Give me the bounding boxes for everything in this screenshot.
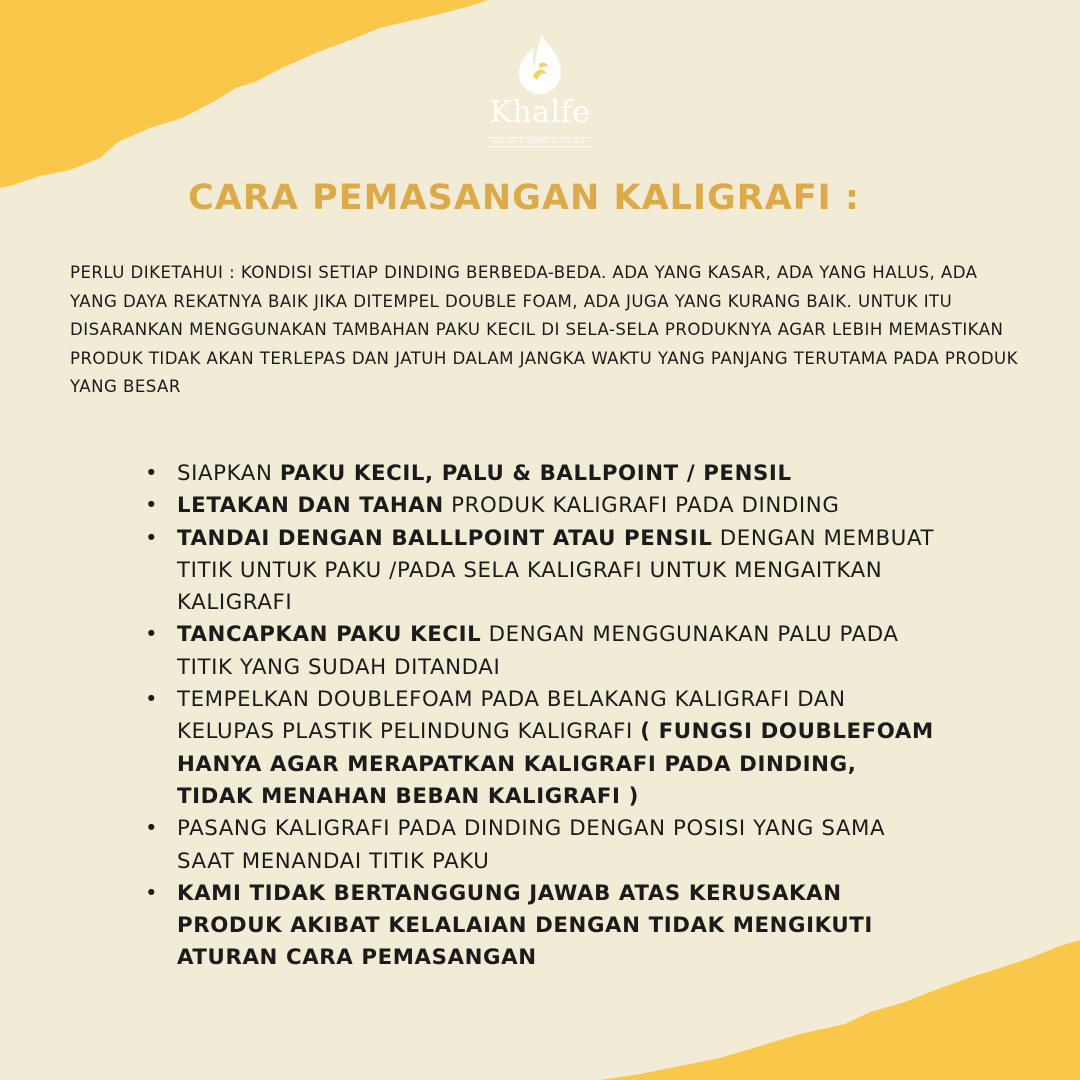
step-text: DENGAN MENGGUNAKAN PALU PADA TITIK YANG SUDAH DITANDAI xyxy=(177,622,899,680)
step-bold-text: TANDAI DENGAN BALLLPOINT ATAU PENSIL xyxy=(177,525,713,551)
step-item xyxy=(140,813,940,878)
bullet-icon: • xyxy=(145,525,159,551)
bullet-icon: • xyxy=(145,622,159,648)
step-bold-text: KAMI TIDAK BERTANGGUNG JAWAB ATAS KERUSAKAN PRODUK AKIBAT KELALAIAN DENGAN TIDAK MENGIKUTI ATURAN CARA PEMASANGAN xyxy=(177,880,873,971)
step-item xyxy=(140,490,940,522)
bullet-icon: • xyxy=(145,880,159,906)
step-item xyxy=(140,523,940,620)
step-item xyxy=(140,619,940,684)
step-bold-text: TANCAPKAN PAKU KECIL xyxy=(177,622,482,648)
notice-paragraph: PERLU DIKETAHUI : KONDISI SETIAP DINDING BERBEDA-BEDA. ADA YANG KASAR, ADA YANG HALUS, ADA YANG DAYA REKATNYA BAIK JIKA DITEMPEL DOUBLE FOAM, ADA JUGA YANG KURANG BAIK. UNTUK ITU DISARANKAN MENGGUNAKAN TAMBAHAN PAKU KECIL DI SELA-SELA PRODUKNYA AGAR LEBIH MEMASTIKAN PRODUK TIDAK AKAN TERLEPAS DAN JATUH DALAM JANGKA WAKTU YANG PANJANG TERUTAMA PADA PRODUK YANG BESAR xyxy=(70,263,1018,396)
page-title: CARA PEMASANGAN KALIGRAFI : xyxy=(188,178,860,218)
step-text: DENGAN MEMBUAT TITIK UNTUK PAKU /PADA SELA KALIGRAFI UNTUK MENGAITKAN KALIGRAFI xyxy=(177,525,935,616)
step-item xyxy=(140,684,940,813)
brand-tagline: ISLAMIC HOME & LIVING xyxy=(488,137,592,147)
brand-logo xyxy=(0,34,1080,147)
step-bold-text: LETAKAN DAN TAHAN xyxy=(177,493,444,519)
step-item xyxy=(140,878,940,975)
step-item xyxy=(140,458,940,490)
bullet-icon: • xyxy=(145,816,159,842)
step-bold-text: PAKU KECIL, PALU & BALLPOINT / PENSIL xyxy=(279,461,792,486)
bullet-icon: • xyxy=(145,461,159,486)
installation-steps xyxy=(140,458,940,975)
step-text: SIAPKAN xyxy=(177,461,280,486)
step-bold-text: ( FUNGSI DOUBLEFOAM HANYA AGAR MERAPATKAN KALIGRAFI PADA DINDING, TIDAK MENAHAN BEBAN KALIGRAFI ) xyxy=(177,719,934,809)
bullet-icon: • xyxy=(145,493,159,519)
step-text: PRODUK KALIGRAFI PADA DINDING xyxy=(443,493,840,519)
step-text: TEMPELKAN DOUBLEFOAM PADA BELAKANG KALIGRAFI DAN KELUPAS PLASTIK PELINDUNG KALIGRAFI xyxy=(177,687,846,745)
brand-name: Khalfe xyxy=(489,95,591,130)
step-text: PASANG KALIGRAFI PADA DINDING DENGAN POSISI YANG SAMA SAAT MENANDAI TITIK PAKU xyxy=(177,816,886,874)
bullet-icon: • xyxy=(145,687,159,713)
flame-drop-logo-icon xyxy=(517,34,563,96)
